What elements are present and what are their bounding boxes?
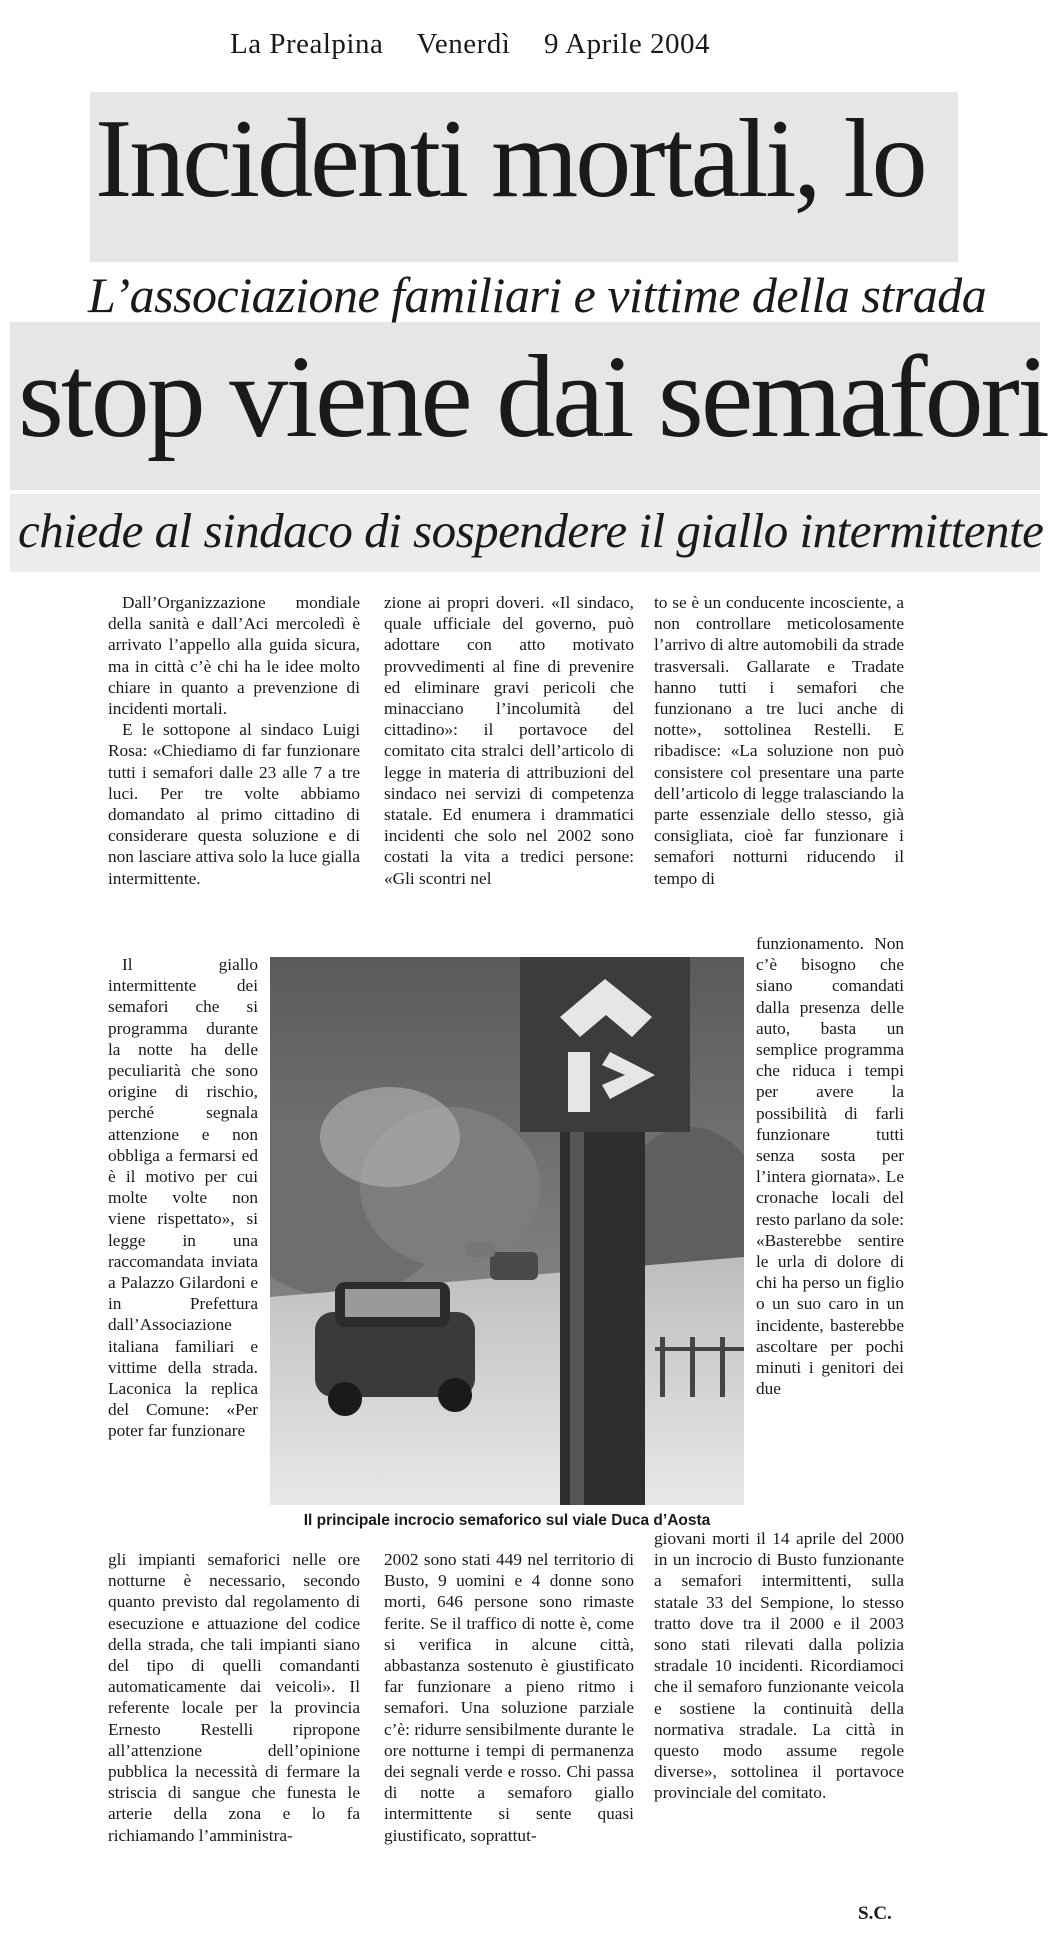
- headline-line-2: stop viene dai semafori: [18, 331, 1047, 462]
- issue-date: 9 Aprile 2004: [544, 28, 711, 60]
- subheadline: chiede al sindaco di sospendere il giallo intermittente: [18, 503, 1044, 558]
- street-photo-illustration: [270, 957, 744, 1505]
- masthead: [230, 28, 710, 61]
- headline-line-1: Incidenti mortali, lo: [95, 97, 925, 221]
- paragraph: 2002 sono stati 449 nel territorio di Busto, 9 uomini e 4 donne sono morti, 646 persone sono rimaste ferite. Se il traffico di notte è, come si verifica in alcune città, abbastanza sostenuto è giustificato far funzionare a pieno ritmo i semafori. Una soluzione parziale c’è: ridurre sensibilmente durante le ore notturne i tempi di permanenza dei segnali verde e rosso. Chi passa di notte a semaforo giallo intermittente si sente quasi giustificato, soprattut-: [384, 1550, 634, 1845]
- issue-day: Venerdì: [416, 28, 511, 60]
- article-column-3-bottom: [654, 1528, 904, 1804]
- paragraph: Dall’Organizzazione mondiale della sanità e dall’Aci mercoledì è arrivato l’appello alla guida sicura, ma in città c’è chi ha le idee molto chiare in quanto a prevenzione di incidenti mortali.: [108, 593, 360, 719]
- paragraph: Il giallo intermittente dei semafori che si programma durante la notte ha delle peculiarità che sono origine di rischio, perché segnala attenzione e non obbliga a fermarsi ed è il motivo per cui molte volte non viene rispettato», si legge in una raccomandata inviata a Palazzo Gilardoni e in Prefettura dall’Associazione italiana familiari e vittime della strada. Laconica la replica del Comune: «Per poter far funzionare: [108, 955, 258, 1441]
- paragraph: giovani morti il 14 aprile del 2000 in un incrocio di Busto funzionante a semafori intermittenti, sulla statale 33 del Sempione, lo stesso tratto dove tra il 2000 e il 2003 sono stati rilevati dalla polizia stradale 10 incidenti. Ricordiamoci che il semaforo funzionante veicola e sostiene la continuità della normativa stradale. La città in questo modo assume regole diverse», sottolinea il portavoce provinciale del comitato.: [654, 1529, 904, 1803]
- paragraph: E le sottopone al sindaco Luigi Rosa: «Chiediamo di far funzionare tutti i semafori dalle 23 alle 7 a tre luci. Per tre volte abbiamo domandato al primo cittadino di considerare questa soluzione e di non lasciare attiva solo la luce gialla intermittente.: [108, 720, 360, 888]
- paragraph: funzionamento. Non c’è bisogno che siano comandati dalla presenza delle auto, basta un semplice programma che riduca i tempi per avere la possibilità di farli funzionare tutti senza sosta per l’intera giornata». Le cronache locali del resto parlano da sole: «Basterebbe sentire le urla di dolore di chi ha perso un figlio o un suo caro in un incidente, basterebbe ascoltare per pochi minuti i genitori dei due: [756, 934, 904, 1399]
- article-column-1-bottom: [108, 1549, 360, 1846]
- article-column-1-top: [108, 592, 360, 889]
- article-column-2-bottom: [384, 1549, 634, 1846]
- paragraph: zione ai propri doveri. «Il sindaco, quale ufficiale del governo, può adottare con atto motivato provvedimenti al fine di prevenire ed eliminare gravi pericoli che minacciano l’incolumità del cittadino»: il portavoce del comitato cita stralci dell’articolo di legge in materia di attribuzioni del sindaco nei servizi di competenza statale. Ed enumera i drammatici incidenti che solo nel 2002 sono costati la vita a tredici persone: «Gli scontri nel: [384, 593, 634, 888]
- headline-kicker: L’associazione familiari e vittime della strada: [88, 267, 987, 323]
- newspaper-name: La Prealpina: [230, 28, 384, 60]
- article-column-2-top: [384, 592, 634, 889]
- article-photo: [270, 957, 744, 1505]
- article-column-1-narrow: [108, 954, 258, 1442]
- article-column-3-top: [654, 592, 904, 889]
- paragraph: to se è un conducente incosciente, a non controllare meticolosamente l’arrivo di altre automobili da strade trasversali. Gallarate e Tradate hanno tutti i semafori che funzionano a tre luci anche di notte», sottolinea Restelli. E ribadisce: «La soluzione non può consistere col presentare una parte dell’articolo di legge tralasciando la parte essenziale dello stesso, già consigliata, cioè far funzionare i semafori notturni riducendo il tempo di: [654, 593, 905, 888]
- paragraph: gli impianti semaforici nelle ore notturne è necessario, secondo quanto previsto dal regolamento di esecuzione e attuazione del codice della strada, che tali impianti siano del tipo di quelli comandanti automaticamente dai veicoli». Il referente locale per la provincia Ernesto Restelli ripropone all’attenzione dell’opinione pubblica la necessità di fermare la striscia di sangue che funesta le arterie della zona e lo fa richiamando l’amministra-: [108, 1550, 360, 1845]
- article-column-3-narrow: [756, 933, 904, 1399]
- photo-caption: Il principale incrocio semaforico sul viale Duca d’Aosta: [303, 1512, 711, 1529]
- author-signature: S.C.: [858, 1903, 892, 1924]
